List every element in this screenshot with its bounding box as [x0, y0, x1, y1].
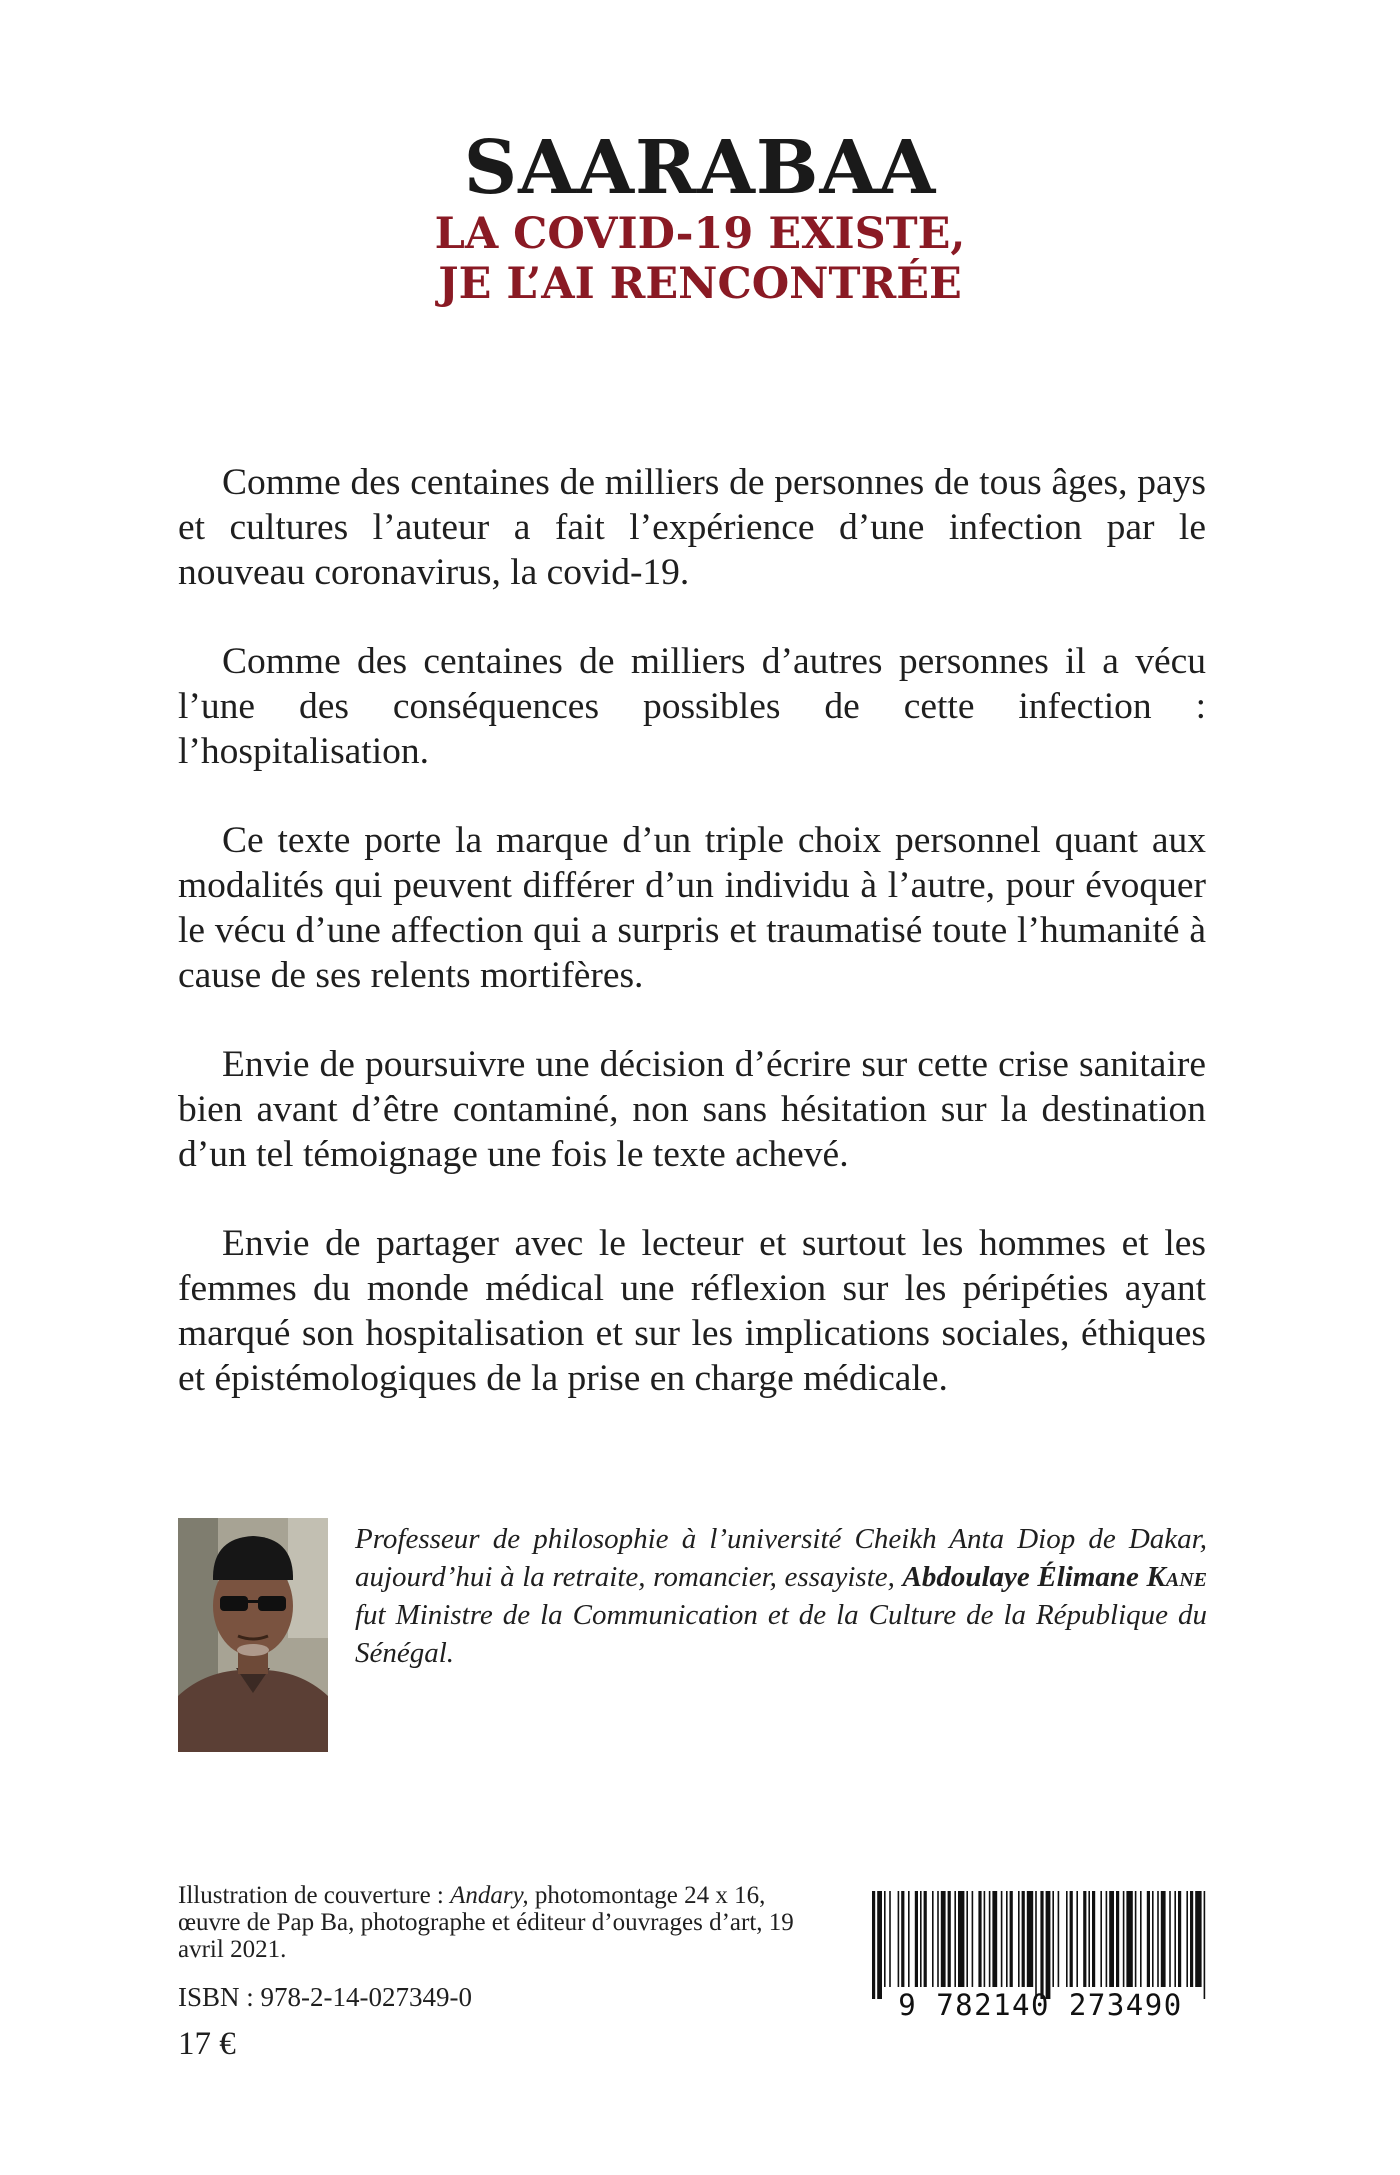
barcode-bar	[1178, 1891, 1181, 1987]
barcode-bar	[1135, 1891, 1137, 1987]
barcode-bar	[1088, 1891, 1090, 1987]
barcode-bar	[1040, 1891, 1043, 1999]
author-name-first: Abdoulaye Élimane	[902, 1561, 1147, 1593]
barcode-bar	[898, 1891, 900, 1987]
barcode-bar	[932, 1891, 934, 1987]
barcode-bar	[889, 1891, 891, 1987]
barcode-bar	[948, 1891, 951, 1987]
barcode-bar	[978, 1891, 981, 1987]
barcode-bar	[1116, 1891, 1119, 1987]
book-subtitle-line-1: LA COVID-19 EXISTE,	[434, 209, 966, 259]
barcode-bar	[920, 1891, 922, 1987]
barcode-bar	[966, 1891, 968, 1987]
barcode-bar	[1058, 1891, 1060, 1987]
barcode-bar	[941, 1891, 946, 1987]
cover-illustration-credit	[178, 1882, 798, 1963]
barcode-digits: 9 782140 273490	[898, 1988, 1183, 2022]
barcode-bar	[1140, 1891, 1142, 1987]
barcode-bar	[1066, 1891, 1068, 1987]
barcode-bar	[1190, 1891, 1193, 1987]
barcode-bar	[1052, 1891, 1054, 1987]
barcode-bar	[877, 1891, 882, 1999]
barcode-bar	[1123, 1891, 1125, 1987]
author-bio-text-end: fut Ministre de la Communication et de la Culture de la République du Sénégal.	[355, 1599, 1207, 1669]
barcode-bar	[1195, 1891, 1201, 1987]
barcode-bar	[1046, 1891, 1051, 1999]
blurb-paragraph-1: Comme des centaines de milliers de personnes de tous âges, pays et cultures l’auteur a fait l’expérience d’une infection par le nouveau coronavirus, la covid-19.	[178, 462, 1206, 593]
barcode-bar	[1018, 1891, 1020, 1987]
barcode-bar	[1006, 1891, 1008, 1987]
price: 17 €	[178, 2026, 236, 2062]
author-bio	[355, 1520, 1207, 1672]
blurb-paragraph-5: Envie de partager avec le lecteur et surtout les hommes et les femmes du monde médical une réflexion sur les péripéties ayant marqué son hospitalisation et sur les implications sociales, éthiques et épistémologiques de la prise en charge médicale.	[178, 1223, 1206, 1399]
barcode-bar	[1186, 1891, 1188, 1987]
barcode-bar	[1035, 1891, 1037, 1999]
barcode-bar	[1076, 1891, 1078, 1987]
barcode-bar	[1157, 1891, 1159, 1987]
blurb	[178, 460, 1206, 1445]
credit-work-title: Andary,	[450, 1882, 529, 1909]
barcode-bar	[937, 1891, 939, 1987]
barcode-bar	[1083, 1891, 1086, 1987]
blurb-paragraph-2: Comme des centaines de milliers d’autres personnes il a vécu l’une des conséquences possibles de cette infection : l’hospitalisation.	[178, 641, 1206, 772]
barcode-bar	[1161, 1891, 1166, 1987]
blurb-paragraph-4: Envie de poursuivre une décision d’écrire sur cette crise sanitaire bien avant d’être contaminé, non sans hésitation sur la destination d’un tel témoignage une fois le texte achevé.	[178, 1044, 1206, 1175]
barcode-bar	[972, 1891, 974, 1987]
author-name-last: Kane	[1146, 1561, 1207, 1593]
author-portrait-illustration	[178, 1518, 328, 1752]
barcode-bar	[984, 1891, 986, 1987]
barcode-bar	[1022, 1891, 1025, 1987]
credit-prefix: Illustration de couverture :	[178, 1882, 451, 1909]
title-block	[0, 125, 1400, 309]
isbn: ISBN : 978-2-14-027349-0	[178, 1982, 472, 2012]
credit-details: photomontage 24 x 16, œuvre de Pap Ba, photographe et éditeur d’ouvrages d’art, 19 avril 2021.	[178, 1882, 794, 1963]
barcode-bar	[1126, 1891, 1132, 1987]
barcode-bar	[1010, 1891, 1013, 1987]
barcode-bar	[958, 1891, 964, 1987]
barcode-bar	[1100, 1891, 1102, 1987]
author-photo	[178, 1518, 328, 1752]
barcode-bar	[1109, 1891, 1114, 1987]
barcode-bar	[1092, 1891, 1095, 1987]
barcode-bar	[1070, 1891, 1073, 1987]
barcode-bar	[901, 1891, 904, 1987]
barcode-bar	[915, 1891, 918, 1987]
barcode-bar	[1147, 1891, 1150, 1987]
book-subtitle-line-2: JE L’AI RENCONTRÉE	[438, 259, 962, 309]
author-bio-text: Professeur de philosophie à l’université Cheikh Anta Diop de Dakar, aujourd’hui à la retraite, romancier, essayiste,	[355, 1523, 1207, 1593]
barcode-bar	[989, 1891, 991, 1987]
barcode-bar	[872, 1891, 875, 1999]
barcode	[868, 1889, 1213, 2049]
barcode-bar	[884, 1891, 886, 1987]
barcode-bar	[1106, 1891, 1108, 1987]
barcode-bar	[1027, 1891, 1033, 1987]
barcode-bar	[908, 1891, 910, 1987]
blurb-paragraph-3: Ce texte porte la marque d’un triple choix personnel quant aux modalités qui peuvent différer d’un individu à l’autre, pour évoquer le vécu d’une affection qui a surpris et traumatisé toute l’humanité à cause de ses relents mortifères.	[178, 820, 1206, 996]
barcode-bar	[1001, 1891, 1003, 1987]
book-title: SAARABAA	[463, 125, 937, 211]
barcode-bar	[1169, 1891, 1171, 1987]
barcode-bar	[992, 1891, 997, 1987]
barcode-bar	[1174, 1891, 1176, 1987]
barcode-bar	[1152, 1891, 1154, 1987]
barcode-bar	[954, 1891, 956, 1987]
barcode-bar	[1204, 1891, 1206, 1999]
barcode-bar	[924, 1891, 927, 1987]
